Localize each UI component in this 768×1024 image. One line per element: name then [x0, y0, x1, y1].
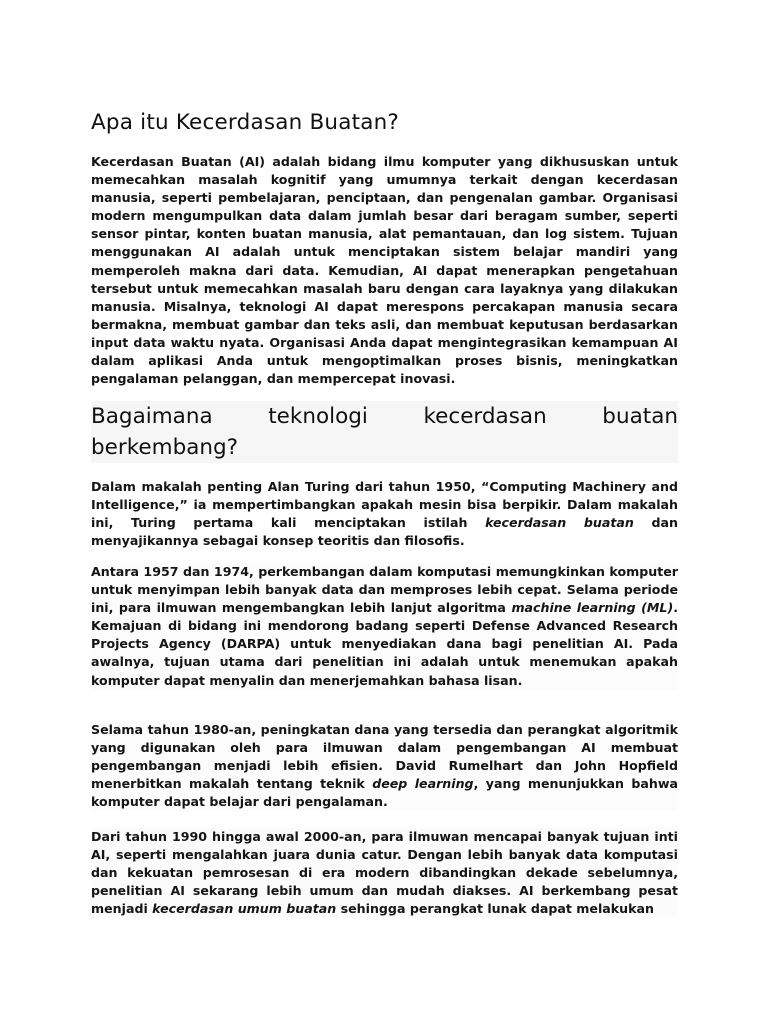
paragraph-1957-emphasis: machine learning (ML)	[511, 600, 674, 616]
paragraph-turing-emphasis: kecerdasan buatan	[485, 515, 634, 531]
paragraph-1980s-text-a: Selama tahun 1980-an, peningkatan dana yang tersedia dan perangkat algoritmik yang digunakan oleh para ilmuwan dalam pengembangan AI membuat pengembangan menjadi lebih efisien. David Rumelhart dan John Hopfield menerbitkan makalah tentang teknik	[91, 722, 678, 792]
paragraph-turing-text-b: dan menyajikannya sebagai konsep teoritis dan filosofis.	[91, 515, 679, 549]
section-heading	[91, 401, 678, 463]
paragraph-1990s-emphasis: kecerdasan umum buatan	[152, 901, 337, 917]
paragraph-1990s-text-a: Dari tahun 1990 hingga awal 2000-an, para ilmuwan mencapai banyak tujuan inti AI, seperti mengalahkan juara dunia catur. Dengan lebih banyak data komputasi dan kekuatan pemrosesan di era modern dibandingkan dekade sebelumnya, penelitian AI sekarang lebih umum dan mudah diakses. AI berkembang pesat menjadi	[91, 829, 678, 917]
paragraph-1957-1974	[91, 563, 678, 690]
paragraph-intro: Kecerdasan Buatan (AI) adalah bidang ilmu komputer yang dikhususkan untuk memecahkan masalah kognitif yang umumnya terkait dengan kecerdasan manusia, seperti pembelajaran, penciptaan, dan pengenalan gambar. Organisasi modern mengumpulkan data dalam jumlah besar dari beragam sumber, seperti sensor pintar, konten buatan manusia, alat pemantauan, dan log sistem. Tujuan menggunakan AI adalah untuk menciptakan sistem belajar mandiri yang memperoleh makna dari data. Kemudian, AI dapat menerapkan pengetahuan tersebut untuk memecahkan masalah baru dengan cara layaknya yang dilakukan manusia. Misalnya, teknologi AI dapat merespons percakapan manusia secara bermakna, membuat gambar dan teks asli, dan membuat keputusan berdasarkan input data waktu nyata. Organisasi Anda dapat mengintegrasikan kemampuan AI dalam aplikasi Anda untuk mengoptimalkan proses bisnis, meningkatkan pengalaman pelanggan, dan mempercepat inovasi.	[91, 154, 678, 387]
paragraph-1980s	[91, 721, 678, 811]
section-heading-line1: Bagaimana teknologi kecerdasan buatan	[91, 404, 678, 429]
paragraph-1957-text-a: Antara 1957 dan 1974, perkembangan dalam komputasi memungkinkan komputer untuk menyimpan lebih banyak data dan memproses lebih cepat. Selama periode ini, para ilmuwan mengembangkan lebih lanjut algoritma	[91, 564, 678, 616]
paragraph-turing-text-a: Dalam makalah penting Alan Turing dari tahun 1950, “Computing Machinery and Intelligence,” ia mempertimbangkan apakah mesin bisa berpikir. Dalam makalah ini, Turing pertama kali menciptakan istilah	[91, 479, 678, 531]
section-heading-line2: berkembang?	[91, 435, 239, 460]
paragraph-1980s-emphasis: deep learning	[372, 776, 474, 792]
paragraph-1957-text-b: . Kemajuan di bidang ini mendorong badang seperti Defense Advanced Research Projects Agency (DARPA) untuk menyediakan dana bagi penelitian AI. Pada awalnya, tujuan utama dari penelitian ini adalah untuk menemukan apakah komputer dapat menyalin dan menerjemahkan bahasa lisan.	[91, 600, 679, 688]
paragraph-turing	[91, 478, 678, 550]
article-title: Apa itu Kecerdasan Buatan?	[91, 110, 400, 135]
paragraph-1980s-text-b: , yang menunjukkan bahwa komputer dapat belajar dari pengalaman.	[91, 776, 678, 810]
paragraph-1990s-text-b: sehingga perangkat lunak dapat melakukan	[336, 901, 654, 917]
paragraph-1990s	[91, 828, 678, 918]
